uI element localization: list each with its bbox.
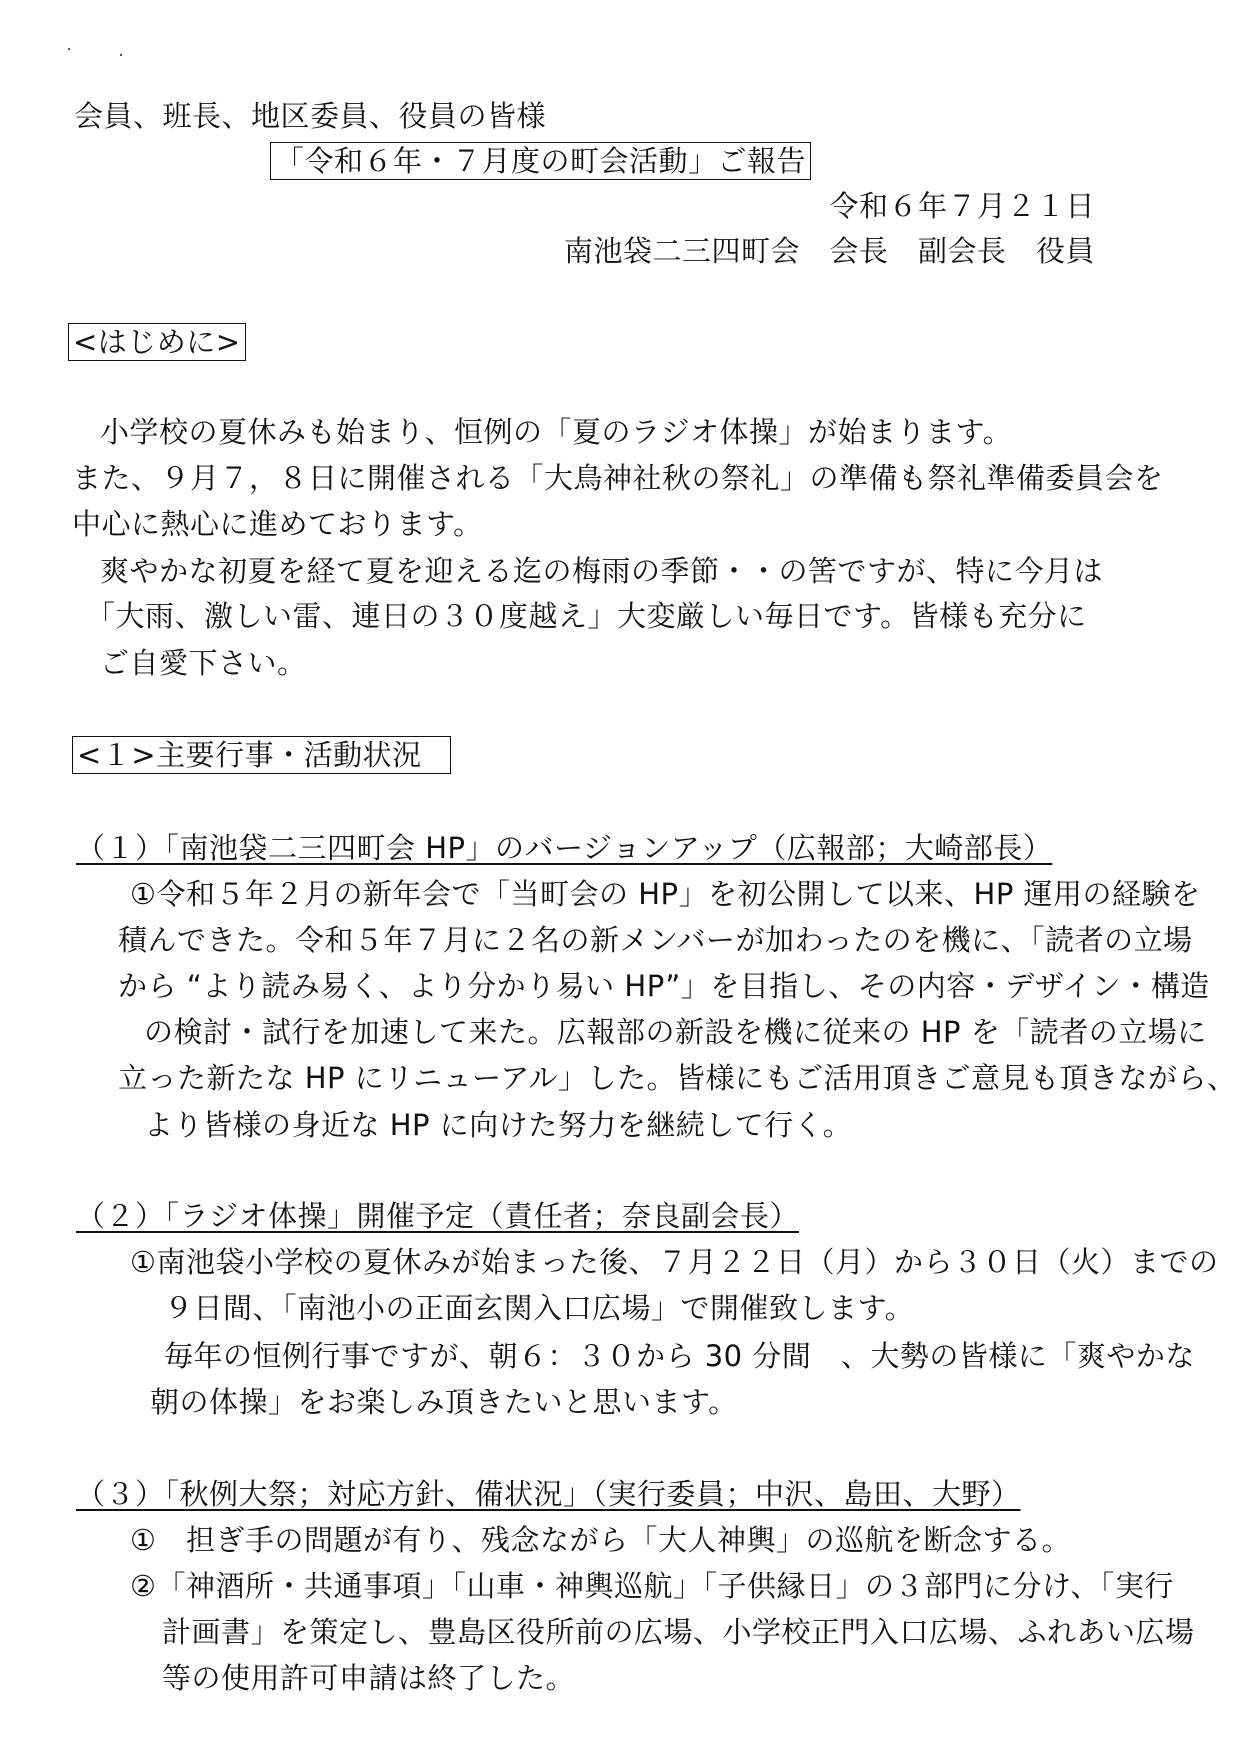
item1-line: 積んできた。令和５年７月に２名の新メンバーが加わったのを機に、「読者の立場	[118, 923, 1193, 957]
intro-line: ご自愛下さい。	[100, 646, 307, 680]
addressee: 会員、班長、地区委員、役員の皆様	[74, 99, 547, 133]
document-title: 「令和６年・７月度の町会活動」ご報告	[270, 142, 811, 180]
intro-heading: <はじめに>	[68, 323, 246, 361]
item3-line: 計画書」を策定し、豊島区役所前の広場、小学校正門入口広場、ふれあい広場	[162, 1615, 1195, 1649]
sender-line: 南池袋二三四町会 会長 副会長 役員	[563, 234, 1095, 268]
item2-line: 毎年の恒例行事ですが、朝６：３０から 30 分間 、大勢の皆様に「爽やかな	[164, 1339, 1195, 1373]
item2-heading: （２）「ラジオ体操」開催予定（責任者；奈良副会長）	[76, 1199, 800, 1233]
intro-line: 爽やかな初夏を経て夏を迎える迄の梅雨の季節・・の筈ですが、特に今月は	[100, 554, 1104, 588]
item1-line: 立った新たな HP にリニューアル」した。皆様にもご活用頂きご意見も頂きながら、	[118, 1061, 1237, 1095]
item2-line: ９日間、「南池小の正面玄関入口広場」で開催致します。	[164, 1291, 915, 1325]
intro-line: 中心に熱心に進めております。	[72, 507, 483, 541]
scan-speck	[120, 54, 122, 56]
item3-heading: （３）「秋例大祭；対応方針、備状況」（実行委員；中沢、島田、大野）	[76, 1477, 1021, 1511]
item3-line: ① 担ぎ手の問題が有り、残念ながら「大人神輿」の巡航を断念する。	[130, 1523, 1071, 1557]
intro-line: 小学校の夏休みも始まり、恒例の「夏のラジオ体操」が始まります。	[100, 415, 1013, 449]
intro-line: また、９月７，８日に開催される「大鳥神社秋の祭礼」の準備も祭礼準備委員会を	[72, 461, 1164, 495]
item3-line: ②「神酒所・共通事項」「山車・神輿巡航」「子供縁日」の３部門に分け、「実行	[130, 1569, 1174, 1603]
item1-line: より皆様の身近な HP に向けた努力を継続して行く。	[144, 1108, 853, 1142]
item2-line: 朝の体操」をお楽しみ頂きたいと思います。	[150, 1385, 738, 1419]
document-date: 令和６年７月２１日	[829, 189, 1095, 223]
item1-line: から “より読み易く、より分かり易い HP”」を目指し、その内容・デザイン・構造	[118, 969, 1210, 1003]
item2-line: ①南池袋小学校の夏休みが始まった後、７月２２日（月）から３０日（火）までの	[130, 1245, 1219, 1279]
item1-heading: （１）「南池袋二三四町会 HP」のバージョンアップ（広報部；大崎部長）	[76, 831, 1053, 865]
scan-speck	[68, 48, 70, 50]
section1-heading: <１>主要行事・活動状況	[72, 736, 451, 774]
item1-line: ①令和５年２月の新年会で「当町会の HP」を初公開して以来、HP 運用の経験を	[130, 877, 1201, 911]
intro-line: 「大雨、激しい雷、連日の３０度越え」大変厳しい毎日です。皆様も充分に	[86, 599, 1087, 633]
item3-line: 等の使用許可申請は終了した。	[162, 1661, 576, 1695]
item1-line: の検討・試行を加速して来た。広報部の新設を機に従来の HP を「読者の立場に	[144, 1015, 1207, 1049]
